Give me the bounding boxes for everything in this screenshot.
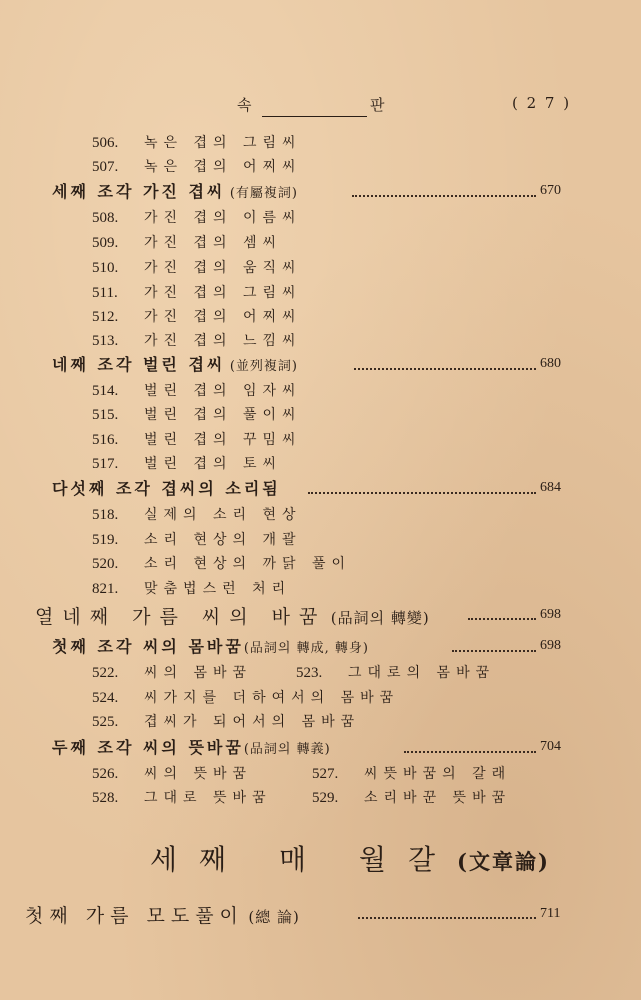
entry-number: 517. [92, 456, 119, 472]
toc-chapter [35, 603, 430, 631]
toc-entry [92, 529, 302, 551]
toc-section [52, 636, 369, 658]
toc-entry [296, 662, 495, 684]
entry-title: 소리 현상의 까닭 풀이 [144, 556, 352, 572]
section-title: 세째 조각 가진 겹씨 [52, 182, 226, 201]
toc-entry [92, 504, 302, 526]
page-number: ( 2 7 ) [512, 94, 572, 112]
toc-entry [92, 429, 302, 451]
entry-number: 525. [92, 714, 119, 730]
section-title: 첫째 조각 씨의 몸바꿈 [52, 637, 244, 656]
chapter-paren: (總 論) [248, 908, 300, 926]
entry-title: 씨의 몸바꿈 [144, 665, 253, 681]
toc-entry [92, 553, 351, 575]
toc-entry [92, 687, 399, 709]
toc-section [52, 737, 331, 759]
entry-number: 515. [92, 407, 119, 423]
section-page: 704 [540, 739, 561, 754]
entry-number: 511. [92, 285, 118, 301]
entry-title: 벌린 겹의 꾸밈씨 [144, 432, 302, 448]
leader-dots [352, 183, 536, 197]
leader-dots [452, 638, 536, 652]
entry-number: 520. [92, 556, 119, 572]
entry-title: 가진 겹의 그림씨 [144, 285, 302, 301]
toc-section [52, 478, 281, 500]
entry-number: 506. [92, 135, 119, 151]
header-left: 속 [237, 96, 252, 114]
entry-title: 벌린 겹의 임자씨 [144, 383, 302, 399]
toc-section [52, 181, 298, 203]
entry-number: 527. [312, 766, 339, 782]
toc-entry [92, 207, 302, 229]
chapter-title: 열네째 가름 씨의 바꿈 [35, 606, 327, 628]
section-page: 680 [540, 356, 561, 371]
section-paren: (並列複詞) [229, 359, 298, 374]
entry-title: 그대로 뜻바꿈 [144, 790, 272, 806]
section-paren: (品詞의 轉義) [243, 742, 331, 757]
entry-number: 524. [92, 690, 119, 706]
chapter-page: 698 [540, 607, 561, 622]
entry-number: 507. [92, 159, 119, 175]
section-title: 두째 조각 씨의 뜻바꿈 [52, 738, 244, 757]
toc-entry [92, 132, 302, 154]
leader-dots [404, 739, 536, 753]
entry-title: 가진 겹의 셈씨 [144, 235, 283, 251]
toc-entry [92, 282, 302, 304]
chapter-title: 첫째 가름 모도풀이 [25, 905, 244, 927]
header-rule [262, 116, 367, 117]
entry-title: 그대로의 몸바꿈 [348, 665, 496, 681]
entry-title: 벌린 겹의 토씨 [144, 456, 283, 472]
section-page: 698 [540, 638, 561, 653]
entry-number: 519. [92, 532, 119, 548]
entry-title: 녹은 겹의 어찌씨 [144, 159, 302, 175]
running-header [0, 94, 641, 120]
entry-title: 씨의 뜻바꿈 [144, 766, 253, 782]
toc-entry [92, 306, 302, 328]
entry-title: 씨뜻바꿈의 갈래 [364, 766, 512, 782]
toc-entry [92, 711, 360, 733]
entry-title: 소리바꾼 뜻바꿈 [364, 790, 512, 806]
part-title: 세째 매 월갈 [150, 843, 458, 876]
entry-title: 가진 겹의 어찌씨 [144, 309, 302, 325]
entry-title: 벌린 겹의 풀이씨 [144, 407, 302, 423]
entry-number: 522. [92, 665, 119, 681]
toc-entry [92, 578, 291, 600]
entry-number: 508. [92, 210, 119, 226]
entry-title: 녹은 겹의 그림씨 [144, 135, 302, 151]
toc-entry [92, 257, 302, 279]
toc-entry [312, 787, 511, 809]
toc-entry [312, 763, 511, 785]
entry-number: 526. [92, 766, 119, 782]
toc-chapter [25, 902, 300, 930]
entry-title: 가진 겹의 이름씨 [144, 210, 302, 226]
section-paren: (有屬複詞) [229, 186, 298, 201]
toc-entry [92, 787, 272, 809]
entry-title: 가진 겹의 움직씨 [144, 260, 302, 276]
entry-number: 513. [92, 333, 119, 349]
section-paren: (品詞의 轉成, 轉身) [243, 641, 369, 656]
entry-number: 510. [92, 260, 119, 276]
toc-entry [92, 232, 282, 254]
entry-number: 512. [92, 309, 119, 325]
entry-number: 821. [92, 581, 119, 597]
toc-entry [92, 763, 252, 785]
leader-dots [468, 606, 536, 620]
entry-title: 소리 현상의 개괄 [144, 532, 302, 548]
leader-dots [358, 905, 536, 919]
header-right: 판 [370, 96, 385, 114]
toc-section [52, 354, 298, 376]
leader-dots [308, 480, 536, 494]
toc-entry [92, 662, 252, 684]
toc-entry [92, 380, 302, 402]
chapter-paren: (品詞의 轉變) [330, 609, 430, 627]
entry-number: 529. [312, 790, 339, 806]
section-page: 684 [540, 480, 561, 495]
entry-number: 518. [92, 507, 119, 523]
chapter-page: 711 [540, 906, 561, 921]
entry-title: 겹씨가 되어서의 몸바꿈 [144, 714, 361, 730]
leader-dots [354, 356, 536, 370]
entry-number: 516. [92, 432, 119, 448]
entry-title: 씨가지를 더하여서의 몸바꿈 [144, 690, 400, 706]
part-paren: (文章論) [457, 849, 550, 874]
toc-entry [92, 156, 302, 178]
part-heading [150, 838, 550, 878]
entry-title: 맞춤법스런 처리 [144, 581, 292, 597]
section-page: 670 [540, 183, 561, 198]
entry-number: 528. [92, 790, 119, 806]
toc-entry [92, 453, 282, 475]
entry-title: 실제의 소리 현상 [144, 507, 302, 523]
entry-title: 가진 겹의 느낌씨 [144, 333, 302, 349]
section-title: 네째 조각 벌린 겹씨 [52, 355, 226, 374]
entry-number: 514. [92, 383, 119, 399]
toc-entry [92, 330, 302, 352]
entry-number: 509. [92, 235, 119, 251]
toc-entry [92, 404, 302, 426]
entry-number: 523. [296, 665, 323, 681]
section-title: 다섯째 조각 겹씨의 소리됨 [52, 479, 281, 498]
